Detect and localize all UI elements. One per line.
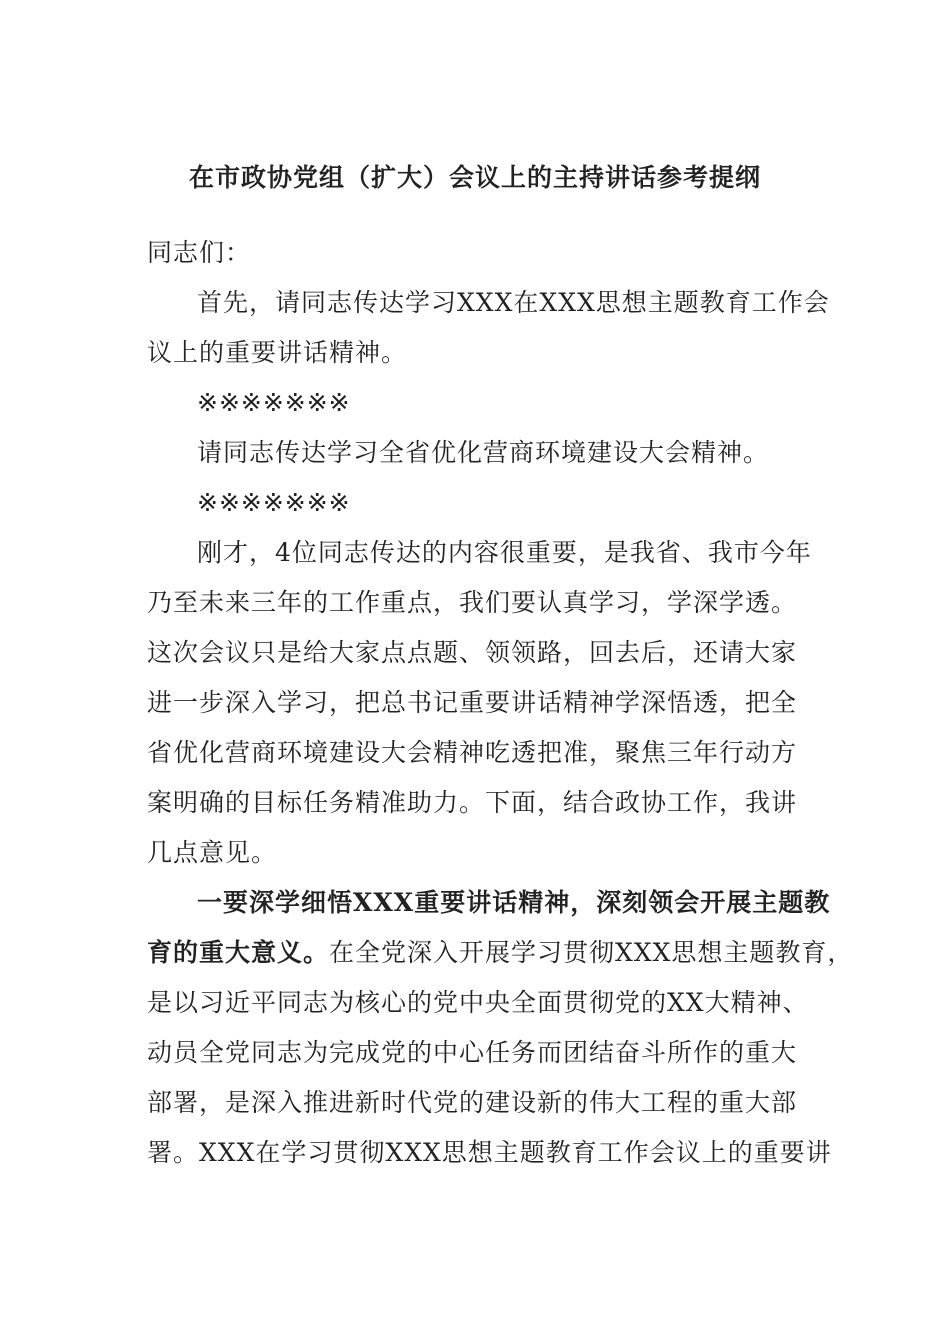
document-title: 在市政协党组（扩大）会议上的主持讲话参考提纲 <box>188 163 761 192</box>
separator-line: ※※※※※※※ <box>197 488 351 517</box>
separator-line: ※※※※※※※ <box>197 388 351 417</box>
paragraph-text: 在全党深入开展学习贯彻XXX思想主题教育， <box>329 938 854 967</box>
paragraph-line: 案明确的目标任务精准助力。下面，结合政协工作，我讲 <box>147 788 798 817</box>
paragraph-line: 几点意见。 <box>147 838 278 867</box>
paragraph-line: 议上的重要讲话精神。 <box>147 338 408 367</box>
section-heading-end: 育的重大意义。 <box>147 938 330 967</box>
paragraph-line: 请同志传达学习全省优化营商环境建设大会精神。 <box>197 438 770 467</box>
paragraph-line: 进一步深入学习，把总书记重要讲话精神学深悟透，把全 <box>147 688 798 717</box>
paragraph-line: 部署，是深入推进新时代党的建设新的伟大工程的重大部 <box>147 1088 798 1117</box>
paragraph-line: 署。XXX在学习贯彻XXX思想主题教育工作会议上的重要讲 <box>147 1138 832 1167</box>
paragraph-line: 刚才，4位同志传达的内容很重要，是我省、我市今年 <box>197 538 812 567</box>
paragraph-line: 乃至未来三年的工作重点，我们要认真学习，学深学透。 <box>147 588 798 617</box>
paragraph-line: 省优化营商环境建设大会精神吃透把准，聚焦三年行动方 <box>147 738 798 767</box>
paragraph-line: 动员全党同志为完成党的中心任务而团结奋斗所作的重大 <box>147 1038 798 1067</box>
paragraph-line <box>147 933 853 973</box>
paragraph-line: 是以习近平同志为核心的党中央全面贯彻党的XX大精神、 <box>147 988 809 1017</box>
salutation: 同志们： <box>147 238 252 267</box>
paragraph-line: 这次会议只是给大家点点题、领领路，回去后，还请大家 <box>147 638 798 667</box>
section-heading: 一要深学细悟XXX重要讲话精神，深刻领会开展主题教 <box>197 888 831 917</box>
paragraph-line: 首先，请同志传达学习XXX在XXX思想主题教育工作会 <box>197 288 830 317</box>
